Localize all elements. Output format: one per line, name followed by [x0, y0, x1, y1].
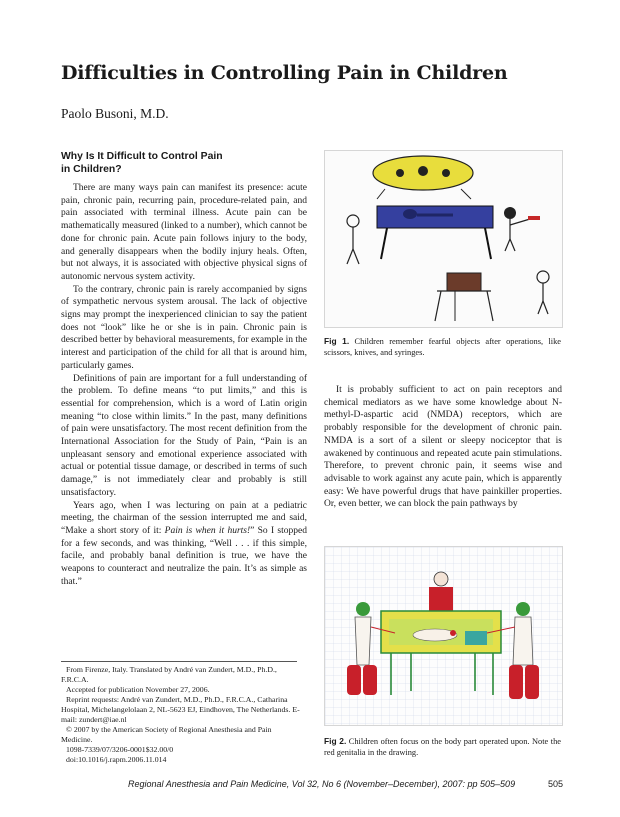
person-small-leg — [543, 301, 548, 314]
right-column — [324, 384, 562, 511]
person-right-leg — [505, 239, 510, 251]
figure-1-caption-text: Children remember fearful objects after operations, like scissors, knives, and syringes. — [324, 337, 562, 357]
lamp-ray — [377, 189, 385, 199]
paragraph-4-part2: ” So I stopped for a few seconds, and was thinking, “Well . . . if this simple, facile, and probably banal definition is true, we have the weapons to counteract and neutralize the pain. It’s as simple as that.” — [61, 525, 307, 587]
person-left-leg — [353, 249, 359, 264]
person-right-leg — [510, 239, 515, 251]
person-right-head — [504, 207, 516, 219]
paragraph-1: There are many ways pain can manifest its presence: acute pain, chronic pain, recurring pain, procedure-related pain, and pain associated with terminal illness. Acute pain can be mathematically measured (linked to a number), which cannot be done for chronic pain. Acute pain follows injury to the body, and generally disappears when the bodily injury heals. Often, but not always, it is associated with objective physical signs of autonomic nervous system activity. — [61, 183, 307, 282]
figure-1-illustration — [325, 151, 562, 327]
table-leg — [485, 228, 491, 259]
surgeon-left-leg — [363, 665, 377, 695]
person-small-leg — [538, 301, 543, 314]
lamp-light-1 — [396, 169, 404, 177]
surgeon-left-cap — [356, 602, 370, 616]
footnote-doi: doi:10.1016/j.rapm.2006.11.014 — [66, 755, 167, 764]
person-small-head — [537, 271, 549, 283]
operating-table-top — [377, 206, 493, 228]
instrument-tray — [447, 273, 481, 291]
section-heading — [61, 150, 307, 176]
patient-figure — [413, 629, 457, 641]
section-heading-line1: Why Is It Difficult to Control Pain — [61, 151, 223, 162]
section-heading-line2: in Children? — [61, 164, 122, 175]
blue-object — [465, 631, 487, 645]
footnote-affiliation: From Firenze, Italy. Translated by André van Zundert, M.D., Ph.D., F.R.C.A. — [61, 665, 277, 684]
person-left-head — [347, 215, 359, 227]
surgeon-right-leg — [525, 665, 539, 699]
footnote-divider — [61, 661, 297, 662]
figure-2-illustration — [325, 547, 562, 725]
left-column — [61, 150, 307, 589]
footnote-copyright: © 2007 by the American Society of Regional Anesthesia and Pain Medicine. — [61, 725, 272, 744]
tray-leg — [435, 291, 441, 321]
lamp-ray — [461, 189, 471, 199]
figure-2-caption-text: Children often focus on the body part operated upon. Note the red genitalia in the drawing. — [324, 737, 561, 757]
figure-1-drawing — [324, 150, 563, 328]
figure-2-caption — [324, 736, 561, 758]
figure-2-drawing — [324, 546, 563, 726]
figure-2-label: Fig 2. — [324, 736, 347, 746]
paragraph-3: Definitions of pain are important for a full understanding of the problem. To define means “to put limits,” and this is essential for comprehension, which is a word of Latin origin meaning “to close within limits.” In the past, many definitions of pain were unsatisfactory. The most recent definition from the International Association for the Study of Pain, “Pain is an unpleasant sensory and emotional experience associated with actual or potential tissue damage, or described in terms of such damage,” is not immediately clear and probably is still unsatisfactory. — [61, 373, 307, 498]
syringe-shape — [528, 216, 540, 220]
figure-1-label: Fig 1. — [324, 336, 350, 346]
person-right-arm — [510, 219, 530, 225]
footnotes — [61, 665, 301, 765]
paragraph-4-part1: Years ago, when I was lecturing on pain at a pediatric meeting, the chairman of the session interrupted me and said, “Make a short story of it: — [61, 500, 307, 536]
article-title: Difficulties in Controlling Pain in Children — [61, 62, 508, 84]
surgeon-left-leg — [347, 665, 361, 695]
surgeon-left-gown — [355, 617, 371, 665]
surgeon-right-leg — [509, 665, 523, 699]
figure-top-head — [434, 572, 448, 586]
paragraph-4 — [61, 500, 307, 589]
figure-1-caption — [324, 336, 561, 358]
footnote-accepted: Accepted for publication November 27, 2006. — [66, 685, 210, 694]
paragraph-4-italic: Pain is when it hurts! — [164, 525, 251, 536]
lamp-light-3 — [442, 169, 450, 177]
lamp-light-2 — [418, 166, 428, 176]
figure-top-body — [429, 587, 453, 613]
journal-footer: Regional Anesthesia and Pain Medicine, Vol 32, No 6 (November–December), 2007: pp 505–509 — [128, 779, 516, 789]
footnote-issn: 1098-7339/07/3206-0001$32.00/0 — [66, 745, 174, 754]
tray-leg — [487, 291, 493, 321]
paragraph-2: To the contrary, chronic pain is rarely accompanied by signs of sympathetic nervous system arousal. The lack of objective signs may prompt the inexperienced clinician to say the patient does not “look” like he or she is in pain. Chronic pain is described better by behavioral measurements, for example in the interest and participation of the child for all that is around him, particularly games. — [61, 284, 307, 371]
footnote-reprint: Reprint requests: André van Zundert, M.D., Ph.D., F.R.C.A., Catharina Hospital, Michelangelolaan 2, NL-5623 EJ, Eindhoven, The Netherlands. E-mail: zundert@iae.nl — [61, 695, 300, 724]
patient-head — [403, 209, 417, 219]
table-leg — [381, 228, 387, 259]
surgeon-right-cap — [516, 602, 530, 616]
article-author: Paolo Busoni, M.D. — [61, 106, 169, 121]
person-left-leg — [347, 249, 353, 264]
page-number: 505 — [548, 779, 564, 789]
surgeon-right-gown — [513, 617, 533, 665]
paragraph-right-1: It is probably sufficient to act on pain receptors and chemical mediators as we have some knowledge about N-methyl-D-aspartic acid (NMDA) receptors, which are probably responsible for the development of chronic pain. NMDA is a sort of a silent or sleepy nociceptor that is awakened by continuous and repeated acute pain stimulations. Therefore, to prevent chronic pain, it seems wise and advisable to work against any acute pain, which is apparently easy: We have powerful drugs that have painkiller properties. Or, even better, we can block the pain pathways by — [324, 385, 562, 510]
red-genitalia-mark — [450, 630, 456, 636]
